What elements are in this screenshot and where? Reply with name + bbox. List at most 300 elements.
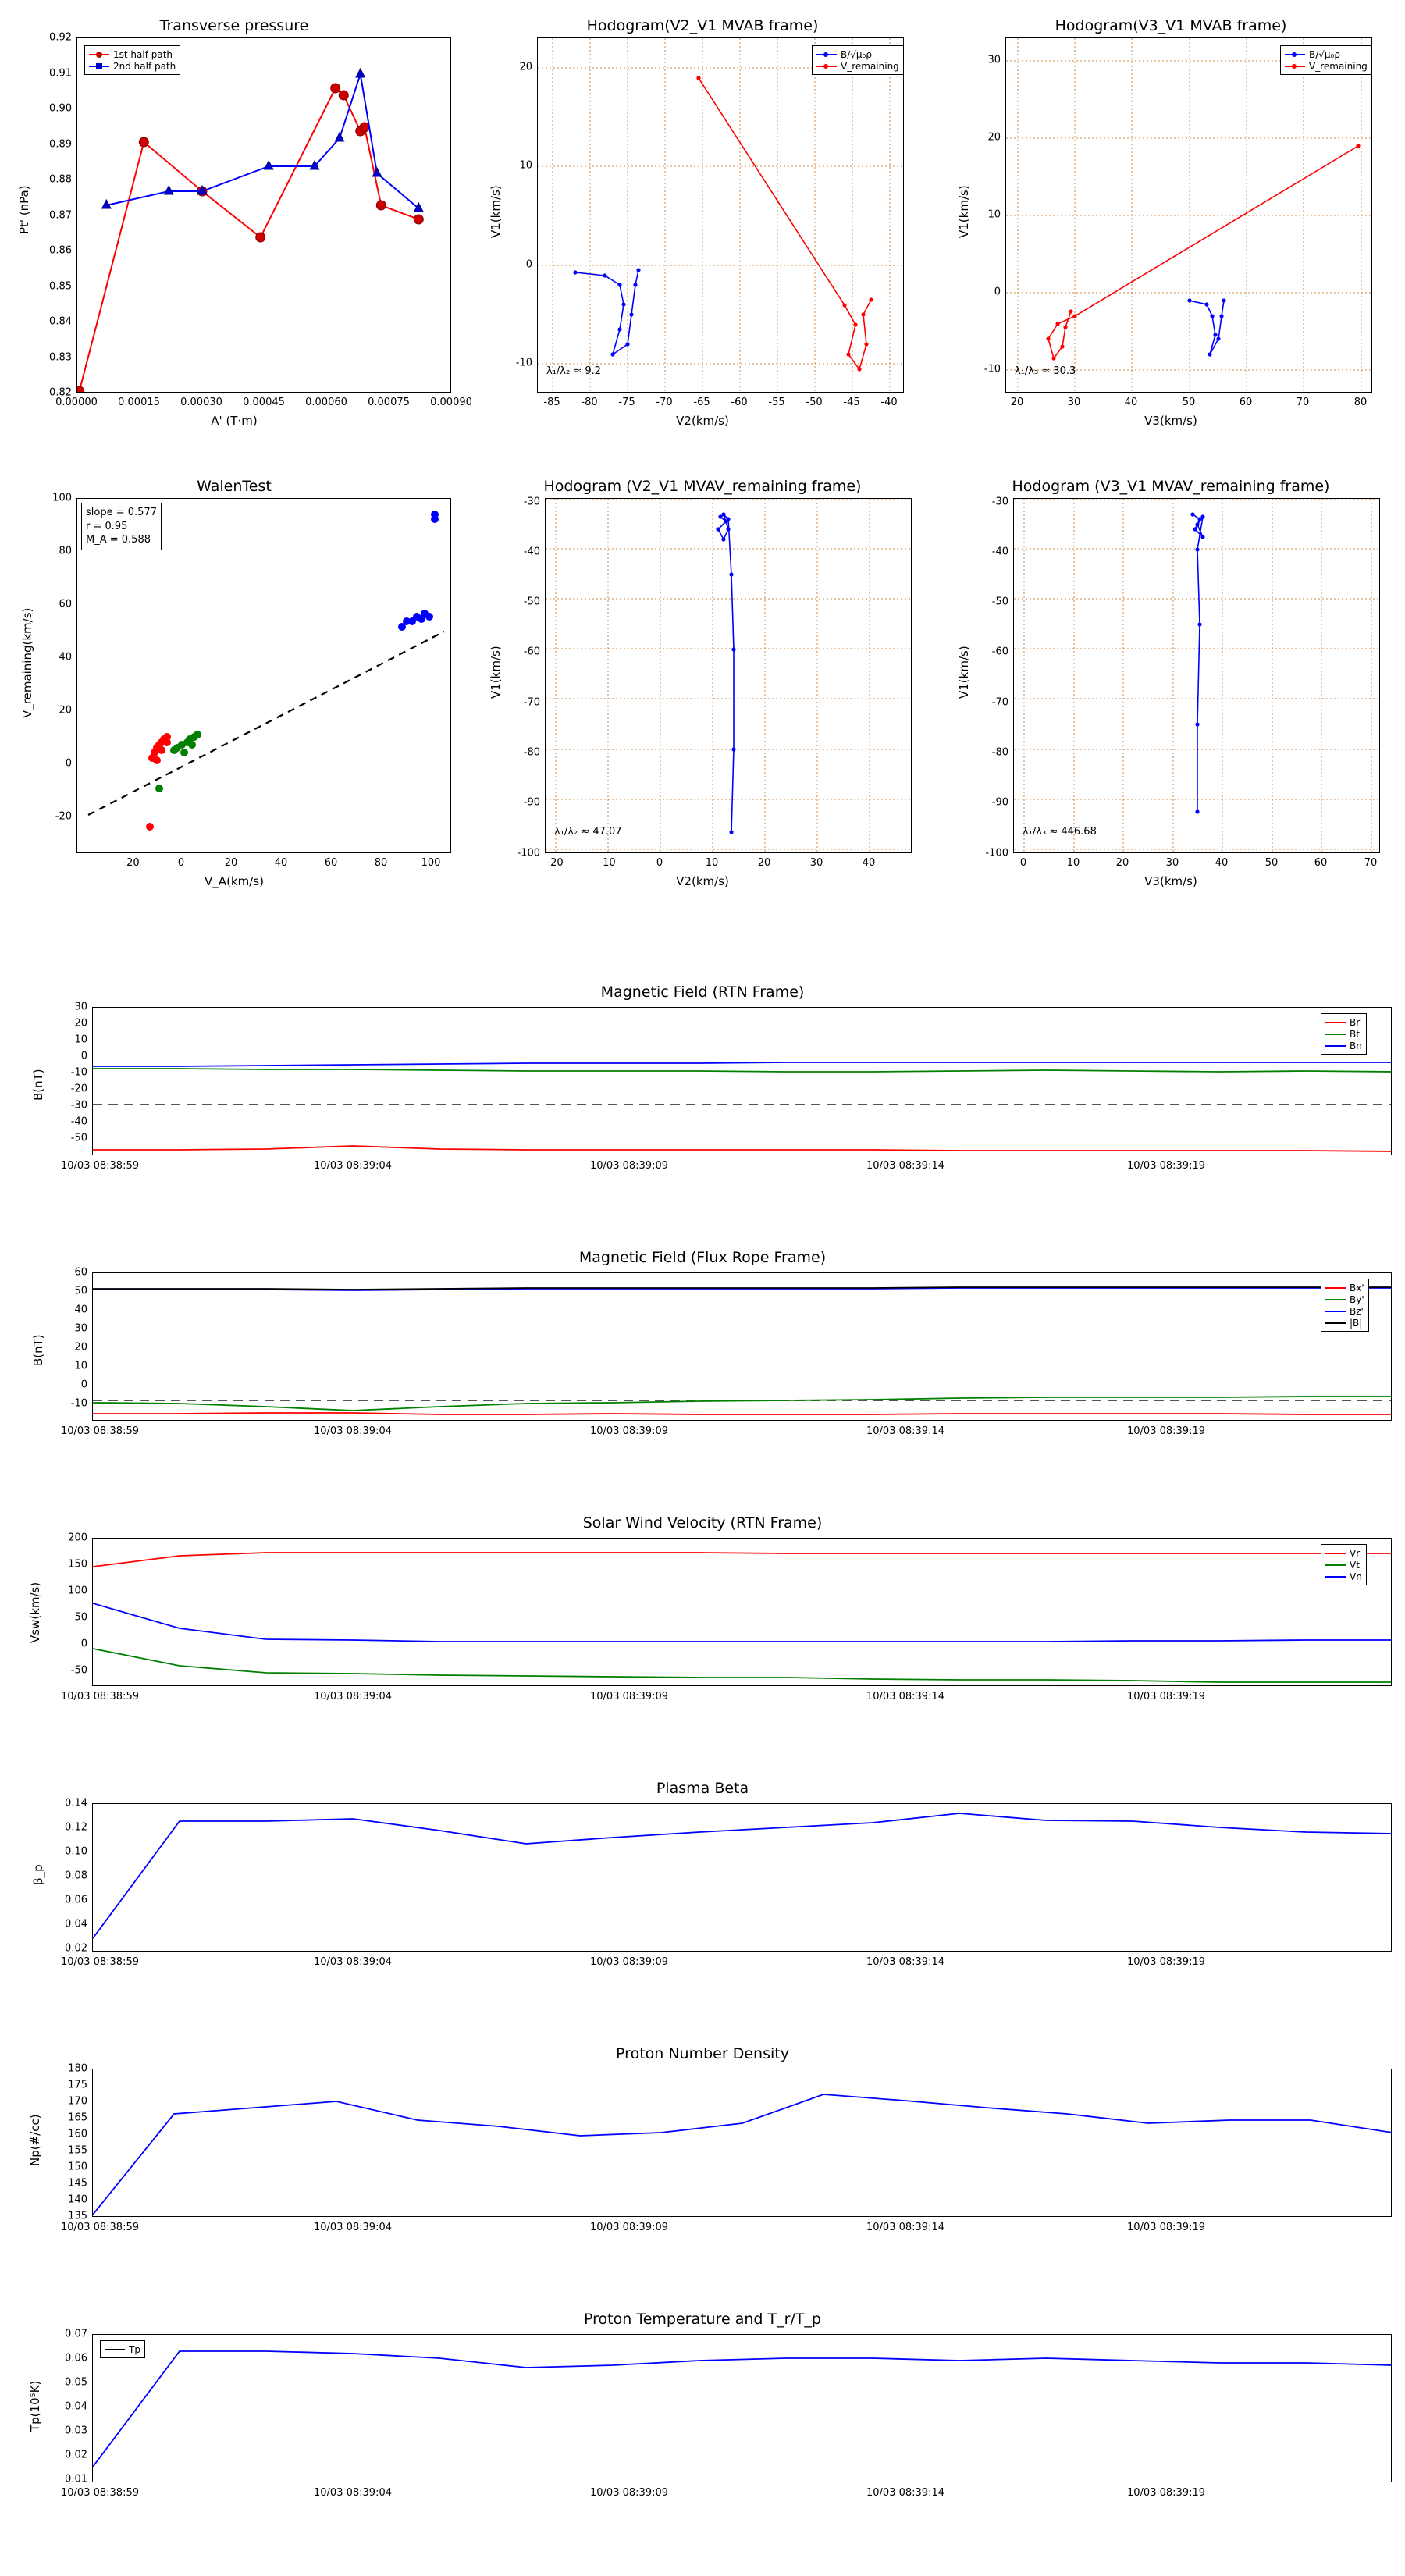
x-tick: 0 (656, 857, 663, 869)
panel-magnetic-field-rtn (0, 976, 1405, 1202)
legend-row (1325, 1040, 1362, 1051)
chart-title: Hodogram (V2_V1 MVAV_remaining frame) (543, 478, 862, 495)
plot-svg (93, 2335, 1392, 2482)
legend-label: Tp (129, 2343, 140, 2355)
panel-transverse-pressure (0, 0, 472, 453)
y-tick: -50 (70, 1664, 87, 1677)
eigenvalue-ratio-annotation: λ₁/λ₃ ≈ 446.68 (1023, 826, 1097, 838)
series-plasma-beta (93, 1813, 1392, 1938)
legend-label: B/√μ₀ρ (841, 48, 872, 60)
plot-svg (77, 499, 451, 853)
series-b-alfven (575, 270, 638, 354)
x-tick: 20 (757, 857, 771, 869)
gridlines (1006, 38, 1372, 393)
series-np (93, 2094, 1392, 2215)
y-tick: 0.06 (65, 2352, 87, 2364)
x-tick: 20 (1010, 397, 1024, 408)
panel-hodogram-v3-v1-mvav (937, 461, 1405, 913)
x-tick: 10/03 08:39:19 (1127, 1160, 1205, 1172)
x-tick: 0.00075 (368, 397, 410, 408)
plot-area-solar-wind-velocity (92, 1538, 1392, 1686)
legend-row (105, 2343, 140, 2355)
x-tick: 10/03 08:39:04 (314, 1956, 392, 1968)
legend-row (89, 48, 176, 60)
x-tick: -60 (731, 397, 748, 408)
x-tick: -20 (123, 857, 140, 869)
series-vr (93, 1553, 1392, 1567)
y-tick: -10 (70, 1397, 87, 1410)
x-tick: 10/03 08:39:04 (314, 1691, 392, 1703)
y-axis-label: V1(km/s) (489, 185, 503, 238)
series-bx (93, 1413, 1392, 1414)
panel-walen-test (0, 461, 468, 913)
plot-svg (93, 2069, 1392, 2217)
legend-row (1325, 1547, 1362, 1559)
plot-svg (546, 499, 912, 853)
plot-svg (93, 1539, 1392, 1686)
panel-hodogram-v2-v1-mvab (468, 0, 937, 453)
legend-label: Bx' (1350, 1282, 1364, 1293)
y-tick: 0.01 (65, 2473, 87, 2485)
x-tick: 10/03 08:39:09 (590, 1691, 668, 1703)
y-tick: 0 (80, 1638, 87, 1650)
y-tick: -50 (523, 596, 540, 608)
series-1st-half-path (80, 88, 419, 391)
y-tick: 0.03 (65, 2425, 87, 2437)
y-tick: -40 (991, 546, 1008, 558)
y-tick: 0.91 (49, 67, 72, 79)
y-tick: 155 (68, 2144, 87, 2157)
walen-fit-stats (81, 503, 162, 550)
x-tick: 10/03 08:39:04 (314, 1160, 392, 1172)
legend-label: 2nd half path (113, 60, 176, 72)
series-br (93, 1146, 1392, 1151)
y-tick: 0.87 (49, 209, 72, 221)
x-axis-label: V2(km/s) (676, 414, 729, 428)
panel-solar-wind-velocity (0, 1507, 1405, 1733)
x-tick: 10/03 08:38:59 (61, 2487, 139, 2499)
y-axis-label: V_remaining(km/s) (20, 607, 34, 718)
y-tick: 20 (74, 1341, 87, 1354)
legend-magnetic-field-rtn (1321, 1013, 1367, 1055)
y-tick: 170 (68, 2095, 87, 2108)
x-tick: -70 (656, 397, 673, 408)
chart-title: Magnetic Field (RTN Frame) (600, 984, 805, 1001)
y-tick: -10 (515, 357, 532, 369)
x-tick: 10/03 08:39:14 (866, 1691, 944, 1703)
x-tick: 60 (1239, 397, 1253, 408)
y-tick: 0.05 (65, 2376, 87, 2389)
y-tick: -50 (70, 1132, 87, 1144)
y-tick: 0.92 (49, 31, 72, 44)
y-tick: -80 (523, 746, 540, 759)
plot-area-walen-test (76, 498, 451, 853)
y-axis-label: Vsw(km/s) (28, 1582, 42, 1643)
series-2nd-half-path (106, 74, 418, 208)
y-tick: 0.02 (65, 2449, 87, 2461)
y-tick: 50 (74, 1611, 87, 1624)
plot-svg (1006, 38, 1372, 393)
x-tick: 10/03 08:39:14 (866, 2487, 944, 2499)
x-tick: 0.00000 (55, 397, 98, 408)
plot-area-hodogram-v3-v1-mvab (1005, 37, 1372, 393)
legend-row (1325, 1317, 1364, 1329)
y-tick: -70 (523, 696, 540, 709)
y-tick: 60 (74, 1266, 87, 1279)
y-tick: 10 (74, 1034, 87, 1046)
x-tick: 50 (1264, 857, 1279, 869)
series-b-alfven (1190, 301, 1224, 354)
eigenvalue-ratio-annotation: λ₁/λ₃ ≈ 30.3 (1015, 365, 1076, 377)
y-tick: 135 (68, 2210, 87, 2222)
plot-svg (93, 1273, 1392, 1421)
x-tick: 40 (1215, 857, 1229, 869)
x-tick: 0.00090 (430, 397, 472, 408)
y-tick: 0.02 (65, 1942, 87, 1955)
panel-magnetic-field-flux-rope (0, 1241, 1405, 1468)
plot-area-proton-number-density (92, 2069, 1392, 2217)
x-tick: 60 (324, 857, 338, 869)
gridlines (538, 38, 904, 393)
panel-plasma-beta (0, 1772, 1405, 1998)
correlation-value: r = 0.95 (86, 520, 128, 532)
x-tick: 10 (705, 857, 719, 869)
x-tick: -10 (599, 857, 616, 869)
x-tick: 50 (1182, 397, 1196, 408)
x-axis-label: V3(km/s) (1144, 874, 1197, 888)
y-tick: 0 (994, 286, 1001, 298)
legend-row (1285, 48, 1368, 60)
chart-title: Proton Number Density (616, 2045, 789, 2062)
x-tick: 10/03 08:39:09 (590, 1425, 668, 1437)
x-tick: 10/03 08:39:09 (590, 2487, 668, 2499)
y-tick: 0.90 (49, 102, 72, 115)
x-tick: -75 (618, 397, 635, 408)
y-tick: 0.85 (49, 280, 72, 292)
series-red-points (146, 733, 171, 831)
y-tick: 30 (987, 54, 1001, 66)
legend-label: B/√μ₀ρ (1309, 48, 1340, 60)
y-tick: 175 (68, 2079, 87, 2091)
series-tp (93, 2351, 1392, 2467)
y-tick: 0.88 (49, 173, 72, 186)
legend-hodogram-v2-v1-mvab (812, 45, 904, 75)
plot-svg (93, 1008, 1392, 1155)
y-tick: 80 (59, 545, 72, 557)
y-tick: 20 (519, 61, 532, 73)
y-tick: 0.06 (65, 1894, 87, 1906)
legend-label: Vn (1350, 1571, 1362, 1582)
chart-title: Hodogram(V2_V1 MVAB frame) (586, 17, 819, 34)
legend-label: Vt (1350, 1559, 1360, 1571)
y-tick: -80 (991, 746, 1008, 759)
x-tick: 10/03 08:39:14 (866, 1160, 944, 1172)
plot-area-magnetic-field-flux-rope (92, 1272, 1392, 1421)
series-v-remaining (1048, 146, 1358, 358)
y-tick: 0.08 (65, 1870, 87, 1882)
x-axis-label: V3(km/s) (1144, 414, 1197, 428)
y-tick: -30 (991, 496, 1008, 508)
x-tick: -50 (806, 397, 823, 408)
x-tick: 0.00060 (305, 397, 347, 408)
series-vn (93, 1603, 1392, 1642)
legend-label: 1st half path (113, 48, 173, 60)
legend-label: By' (1350, 1293, 1364, 1305)
y-axis-label: β_p (31, 1864, 45, 1885)
y-tick: 160 (68, 2128, 87, 2140)
legend-magnetic-field-flux-rope (1321, 1279, 1369, 1332)
legend-row (816, 48, 899, 60)
x-axis-label: A' (T·m) (211, 414, 258, 428)
fit-line (88, 632, 444, 815)
y-tick: 0 (65, 757, 72, 770)
y-tick: -50 (991, 596, 1008, 608)
y-tick: 20 (74, 1017, 87, 1030)
y-tick: 0.84 (49, 315, 72, 328)
y-tick: -30 (70, 1099, 87, 1112)
x-tick: 80 (1353, 397, 1368, 408)
y-axis-label: V1(km/s) (957, 185, 971, 238)
legend-label: |B| (1350, 1317, 1363, 1329)
y-tick: -10 (984, 363, 1001, 375)
x-tick: 10/03 08:39:09 (590, 1956, 668, 1968)
y-tick: -40 (70, 1115, 87, 1128)
legend-label: Br (1350, 1016, 1361, 1028)
x-axis-label: V2(km/s) (676, 874, 729, 888)
y-tick: 100 (68, 1585, 87, 1597)
y-axis-label: Tp(10⁵K) (28, 2380, 42, 2432)
legend-solar-wind-velocity (1321, 1544, 1367, 1585)
x-axis-label: V_A(km/s) (205, 874, 264, 888)
x-tick: 10/03 08:39:19 (1127, 2487, 1205, 2499)
y-tick: -20 (70, 1083, 87, 1095)
series-bn (93, 1062, 1392, 1066)
y-tick: -90 (523, 796, 540, 809)
y-tick: 0.07 (65, 2328, 87, 2340)
y-tick: 100 (52, 492, 72, 504)
y-tick: 10 (519, 159, 532, 172)
series-bt (93, 1069, 1392, 1072)
y-tick: 20 (59, 704, 72, 717)
legend-row (1325, 1571, 1362, 1582)
legend-hodogram-v3-v1-mvab (1280, 45, 1372, 75)
x-tick: 40 (1124, 397, 1138, 408)
x-tick: -40 (880, 397, 898, 408)
x-tick: 0 (177, 857, 185, 869)
y-tick: 0.83 (49, 351, 72, 363)
y-tick: 0.10 (65, 1845, 87, 1858)
x-tick: 30 (1165, 857, 1179, 869)
y-tick: 0 (525, 258, 532, 271)
eigenvalue-ratio-annotation: λ₁/λ₂ ≈ 47.07 (554, 826, 622, 838)
x-tick: -85 (543, 397, 560, 408)
y-tick: -20 (55, 810, 72, 823)
chart-title: Proton Temperature and T_r/T_p (584, 2311, 821, 2328)
y-tick: 0.04 (65, 1918, 87, 1930)
x-tick: 10/03 08:39:19 (1127, 2222, 1205, 2233)
x-tick: 10/03 08:39:14 (866, 2222, 944, 2233)
plot-area-transverse-pressure (76, 37, 451, 393)
legend-row (89, 60, 176, 72)
y-tick: -70 (991, 696, 1008, 709)
legend-row (1325, 1559, 1362, 1571)
x-tick: 10/03 08:39:04 (314, 2487, 392, 2499)
x-tick: 0.00015 (118, 397, 160, 408)
plot-area-magnetic-field-rtn (92, 1007, 1392, 1155)
plot-area-plasma-beta (92, 1803, 1392, 1952)
plot-area-hodogram-v2-v1-mvab (537, 37, 904, 393)
legend-row (1285, 60, 1368, 72)
x-tick: 20 (224, 857, 238, 869)
x-tick: 70 (1296, 397, 1310, 408)
series-v-remaining (699, 78, 871, 369)
legend-label: Bn (1350, 1040, 1362, 1051)
y-axis-label: Pt' (nPa) (17, 185, 31, 234)
y-axis-label: V1(km/s) (957, 646, 971, 699)
y-axis-label: Np(#/cc) (28, 2114, 42, 2166)
markers-v-remaining (696, 76, 873, 371)
x-tick: 10 (1066, 857, 1080, 869)
x-tick: -80 (581, 397, 598, 408)
legend-row (816, 60, 899, 72)
markers-v-remaining (1046, 144, 1360, 360)
x-tick: -55 (768, 397, 785, 408)
y-tick: 10 (987, 208, 1001, 221)
x-tick: 10/03 08:39:19 (1127, 1425, 1205, 1437)
x-tick: 10/03 08:39:04 (314, 1425, 392, 1437)
x-tick: 40 (274, 857, 288, 869)
legend-label: Bz' (1350, 1305, 1364, 1317)
markers-1st-half-path (77, 84, 423, 393)
x-tick: 10/03 08:39:14 (866, 1956, 944, 1968)
x-tick: 10/03 08:39:19 (1127, 1691, 1205, 1703)
y-tick: 150 (68, 1558, 87, 1571)
x-tick: 0.00030 (180, 397, 222, 408)
y-tick: -90 (991, 796, 1008, 809)
y-tick: 0.14 (65, 1797, 87, 1809)
x-tick: 60 (1314, 857, 1328, 869)
x-tick: 0.00045 (243, 397, 285, 408)
panel-proton-temperature (0, 2303, 1405, 2537)
slope-value: slope = 0.577 (86, 507, 157, 518)
panel-hodogram-v3-v1-mvab (937, 0, 1405, 453)
chart-title: Magnetic Field (Flux Rope Frame) (578, 1249, 827, 1266)
y-tick: 50 (74, 1285, 87, 1297)
x-tick: 10/03 08:39:09 (590, 1160, 668, 1172)
legend-transverse-pressure (84, 45, 180, 75)
x-tick: 100 (421, 857, 441, 869)
x-tick: 10/03 08:38:59 (61, 1160, 139, 1172)
legend-row (1325, 1028, 1362, 1040)
series-trace (1193, 514, 1203, 812)
legend-row (1325, 1016, 1362, 1028)
plot-svg (77, 38, 451, 393)
legend-row (1325, 1305, 1364, 1317)
y-tick: 145 (68, 2177, 87, 2190)
x-tick: 80 (374, 857, 388, 869)
x-tick: -65 (693, 397, 710, 408)
y-tick: 0.89 (49, 138, 72, 150)
x-tick: 10/03 08:38:59 (61, 1691, 139, 1703)
panel-proton-number-density (0, 2037, 1405, 2264)
y-tick: 165 (68, 2112, 87, 2124)
x-tick: 10/03 08:38:59 (61, 1956, 139, 1968)
y-tick: 30 (74, 1322, 87, 1335)
x-tick: 70 (1364, 857, 1378, 869)
y-tick: 40 (59, 651, 72, 664)
y-tick: 0.12 (65, 1821, 87, 1834)
y-tick: 180 (68, 2062, 87, 2075)
legend-label: V_remaining (1309, 60, 1368, 72)
plot-svg (93, 1804, 1392, 1952)
x-tick: 10/03 08:39:04 (314, 2222, 392, 2233)
legend-row (1325, 1282, 1364, 1293)
y-tick: -100 (985, 847, 1008, 859)
chart-title: Transverse pressure (159, 17, 309, 34)
y-tick: 60 (59, 598, 72, 610)
x-tick: 30 (809, 857, 823, 869)
plot-area-proton-temperature (92, 2334, 1392, 2482)
y-tick: 0 (80, 1050, 87, 1062)
x-tick: 10/03 08:39:14 (866, 1425, 944, 1437)
y-tick: -10 (70, 1066, 87, 1079)
y-axis-label: V1(km/s) (489, 646, 503, 699)
panel-hodogram-v2-v1-mvav (468, 461, 937, 913)
y-tick: 140 (68, 2194, 87, 2206)
x-tick: 10/03 08:38:59 (61, 1425, 139, 1437)
plot-svg (1014, 499, 1380, 853)
series-trace (718, 514, 734, 832)
legend-label: Bt (1350, 1028, 1360, 1040)
chart-title: Solar Wind Velocity (RTN Frame) (582, 1514, 823, 1532)
plot-area-hodogram-v2-v1-mvav (545, 498, 912, 853)
y-tick: -40 (523, 546, 540, 558)
eigenvalue-ratio-annotation: λ₁/λ₂ ≈ 9.2 (546, 365, 602, 377)
x-tick: 10/03 08:38:59 (61, 2222, 139, 2233)
y-tick: -60 (991, 646, 1008, 658)
y-tick: 10 (74, 1360, 87, 1372)
x-tick: 20 (1115, 857, 1129, 869)
legend-label: V_remaining (841, 60, 899, 72)
chart-title: WalenTest (197, 478, 272, 495)
y-tick: 0.86 (49, 244, 72, 257)
legend-proton-temperature (100, 2340, 145, 2358)
markers-b-alfven (573, 268, 640, 356)
y-axis-label: B(nT) (31, 1069, 45, 1101)
y-tick: 200 (68, 1532, 87, 1544)
x-tick: 10/03 08:39:19 (1127, 1956, 1205, 1968)
chart-title: Hodogram (V3_V1 MVAV_remaining frame) (1012, 478, 1330, 495)
legend-label: Vr (1350, 1547, 1361, 1559)
y-tick: 40 (74, 1304, 87, 1316)
mach-number-value: M_A = 0.588 (86, 534, 151, 546)
y-axis-label: B(nT) (31, 1334, 45, 1366)
x-tick: 0 (1019, 857, 1027, 869)
plot-area-hodogram-v3-v1-mvav (1013, 498, 1380, 853)
y-tick: 0 (80, 1379, 87, 1391)
y-tick: -30 (523, 496, 540, 508)
y-tick: 0.82 (49, 386, 72, 399)
x-tick: -20 (546, 857, 564, 869)
chart-title: Hodogram(V3_V1 MVAB frame) (1055, 17, 1287, 34)
y-tick: -100 (517, 847, 540, 859)
y-tick: 0.04 (65, 2400, 87, 2413)
x-tick: 10/03 08:39:09 (590, 2222, 668, 2233)
plot-svg (538, 38, 904, 393)
y-tick: 30 (74, 1001, 87, 1013)
series-vt (93, 1649, 1392, 1682)
x-tick: -45 (843, 397, 860, 408)
